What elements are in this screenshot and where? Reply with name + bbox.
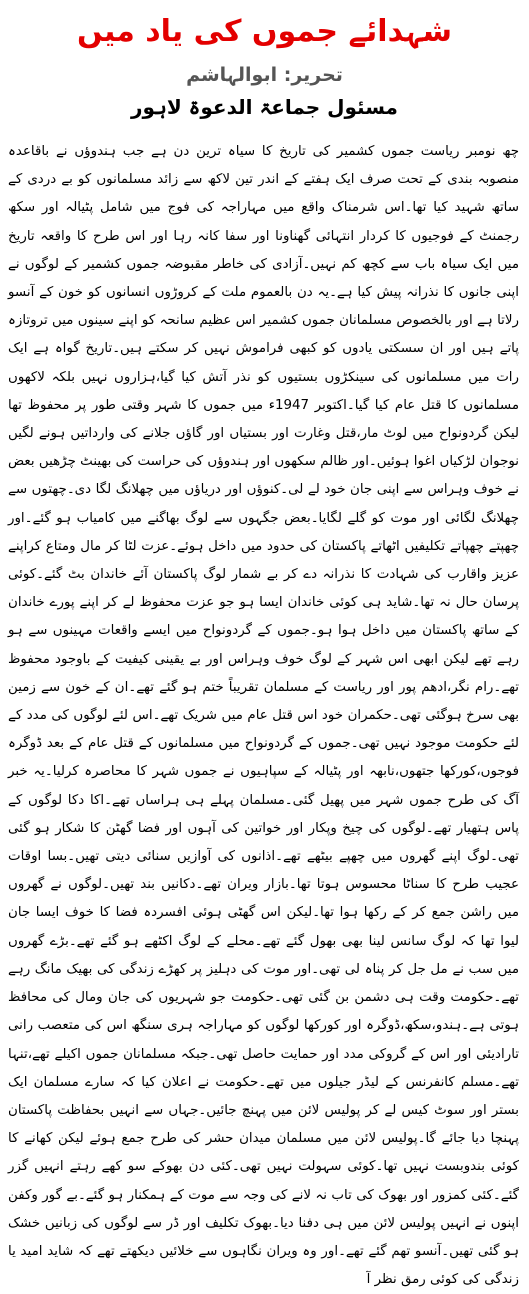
organization-line: مسئول جماعۃ الدعوۃ لاہور <box>131 95 398 119</box>
article-body: چھ نومبر ریاست جموں کشمیر کی تاریخ کا سیاہ ترین دن ہے جب ہندوؤں نے باقاعدہ منصوبہ بندی کے تحت صرف ایک ہفتے کے اندر تین لاکھ سے زائد مسلمانوں کو بے دردی کے ساتھ شہید کیا تھا۔اس شرمناک واقع میں مہاراجہ کی فوج میں شامل پٹیالہ اور سکھ رجمنٹ کے فوجیوں کا کردار انتہائی گھناونا اور سفا کانہ رہا اور اس طرح کا واقعہ تاریخ میں ایک سیاہ باب سے کچھ کم نہیں۔آزادی کی خاطر مقبوضہ جموں کشمیر کے لوگوں نے اپنی جانوں کا نذرانہ پیش کیا ہے۔یہ دن بالعموم ملت کے کروڑوں انسانوں کو خون کے آنسو رلاتا ہے اور بالخصوص مسلمانان جموں کشمیر اس عظیم سانحہ کو اپنے سینوں میں تروتازہ پاتے ہیں اور ان سسکتی یادوں کو کبھی فراموش نہیں کر سکتے ہیں۔تاریخ گواہ ہے ایک رات میں مسلمانوں کی سینکڑوں بستیوں کو نذر آتش کیا گیا،ہزاروں نہیں بلکہ لاکھوں مسلمانوں کا قتل عام کیا گیا۔اکتوبر 1947ء میں جموں کا شہر وقتی طور پر محفوظ تھا لیکن گردونواح میں لوٹ مار،قتل وغارت اور بستیاں اور گاؤں جلانے کی وارداتیں ہونے لگیں نوجوان لڑکیاں اغوا ہوئیں۔اور ظالم سکھوں اور ہندوؤں کی حراست کی بھینٹ چڑھیں بعض نے خوف وہراس سے اپنی جان خود لے لی۔کنوؤں اور دریاؤں میں چھلانگ لگا دی۔چھتوں سے چھلانگ لگائی اور موت کو گلے لگایا۔بعض جگہوں سے لوگ بھاگنے میں کامیاب ہو گئے۔اور چھپتے چھپاتے تکلیفیں اٹھاتے پاکستان کی حدود میں داخل ہوئے۔عزت لٹا کر مال ومتاع کراپنے عزیز واقارب کی شہادت کا نذرانہ دے کر بے شمار لوگ پاکستان آئے خاندان بٹ گئے۔کوئی پرسان حال نہ تھا۔شاید ہی کوئی خاندان ایسا ہو جو عزت محفوظ لے کر اپنے پورے خاندان کے ساتھ پاکستان میں داخل ہوا ہو۔جموں کے گردونواح میں ایسے واقعات مہینوں سے ہو رہے تھے لیکن ابھی اس شہر کے لوگ خوف وہراس اور بے یقینی کیفیت کے باوجود محفوظ تھے۔رام نگر،ادھم پور اور ریاست کے مسلمان تقریباً ختم ہو گئے تھے۔ان کے خون سے زمین بھی سرخ ہوگئی تھی۔حکمران خود اس قتل عام میں شریک تھے۔اس لئے لوگوں کی مدد کے لئے حکومت موجود نہیں تھی۔جموں کے گردونواح میں مسلمانوں کے قتل عام کے بعد ڈوگرہ فوجوں،کورکھا جتھوں،نابھہ اور پٹیالہ کے سپاہیوں نے جموں شہر کا محاصرہ کرلیا۔یہ خبر آگ کی طرح جموں شہر میں پھیل گئی۔مسلمان پہلے ہی ہراساں تھے۔اکا دکا لوگوں کے پاس ہتھیار تھے۔لوگوں کی چیخ وپکار اور خواتین کی آہوں اور فضا گھٹن کا شکار ہو گئی تھی۔لوگ اپنے گھروں میں چھپے بیٹھے تھے۔اذانوں کی آوازیں سنائی دیتی تھیں۔بسا اوقات عجیب طرح کا سناٹا محسوس ہوتا تھا۔بازار ویران تھے۔دکانیں بند تھیں۔لوگوں نے گھروں میں راشن جمع کر کے رکھا ہوا تھا۔لیکن اس گھٹی ہوئی افسردہ فضا کا خوف ایسا جان لیوا تھا کہ لوگ سانس لینا بھی بھول گئے تھے۔محلے کے لوگ اکٹھے ہو گئے تھے۔بڑے گھروں میں سب نے مل جل کر پناہ لی تھی۔اور موت کی دہلیز پر کھڑے زندگی کی بھیک مانگ رہے تھے۔حکومت وقت ہی دشمن بن گئی تھی۔حکومت جو شہریوں کی جان ومال کی محافظ ہوتی ہے۔ہندو،سکھ،ڈوگرہ اور کورکھا لوگوں کو مہاراجہ ہری سنگھ اس کی متعصب رانی تارادیئی اور اس کے گروکی مدد اور حمایت حاصل تھی۔جبکہ مسلمانان جموں اکیلے تھے،تنہا تھے۔مسلم کانفرنس کے لیڈر جیلوں میں تھے۔حکومت نے اعلان کیا کہ سارے مسلمان ایک بستر اور سوٹ کیس لے کر پولیس لائن میں پہنچ جائیں۔جہاں سے انہیں بحفاظت پاکستان پہنچا دیا جائے گا۔پولیس لائن میں مسلمان میدان حشر کی طرح جمع ہوئے لیکن کھانے کا کوئی بندوبست نہیں تھا۔کوئی سہولت نہیں تھی۔کئی دن بھوکے سو کھے رہتے انہیں گزر گئے۔کئی کمزور اور بھوک کی تاب نہ لانے کی وجہ سے موت کے ہمکنار ہو گئے۔بے گور وکفن اپنوں نے انہیں پولیس لائن میں ہی دفنا دیا۔بھوک تکلیف اور ڈر سے لوگوں کی زبانیں خشک ہو گئی تھیں۔آنسو تھم گئے تھے۔اور وہ ویران نگاہوں سے خلائیں دیکھتے تھے کہ شاید امید یا زندگی کی کوئی رمق نظر آ <box>8 144 520 1288</box>
author-byline: تحریر: ابوالہاشم <box>186 64 343 86</box>
article-title: شہدائے جموں کی یاد میں <box>77 14 452 49</box>
